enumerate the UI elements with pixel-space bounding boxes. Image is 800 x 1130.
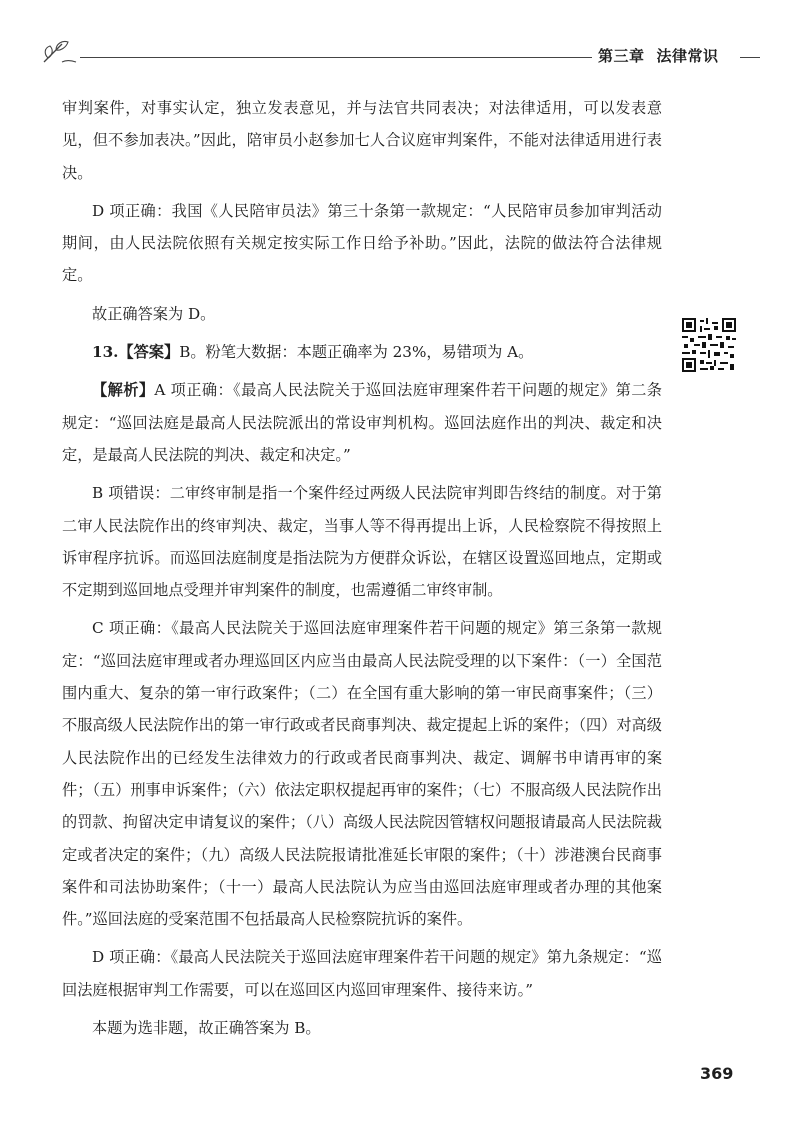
chapter-section: 法律常识: [656, 47, 719, 65]
paragraph: D 项正确：《最高人民法院关于巡回法庭审理案件若干问题的规定》第九条规定：“巡回法庭根据审判工作需要，可以在巡回区内巡回审理案件、接待来访。”: [62, 948, 662, 999]
answer-paragraph: [62, 336, 662, 368]
page-header: [40, 36, 760, 76]
page-number: 369: [700, 1064, 734, 1083]
chapter-number: 第三章: [598, 47, 645, 65]
header-rule-left: [80, 57, 610, 58]
analysis-paragraph: [62, 374, 662, 471]
qr-code-icon[interactable]: [682, 318, 736, 372]
answer-text: B。粉笔大数据：本题正确率为 23%，易错项为 A。: [179, 343, 534, 362]
paragraph: 审判案件，对事实认定，独立发表意见，并与法官共同表决；对法律适用，可以发表意见，但不参加表决。”因此，陪审员小赵参加七人合议庭审判案件，不能对法律适用进行表决。: [62, 99, 662, 182]
answer-label: 13.【答案】: [92, 343, 180, 362]
paragraph: D 项正确：我国《人民陪审员法》第三十条第一款规定：“人民陪审员参加审判活动期间，由人民法院依照有关规定按实际工作日给予补助。”因此，法院的做法符合法律规定。: [62, 201, 662, 285]
chapter-title: [592, 45, 754, 66]
leaf-icon: [40, 36, 80, 68]
paragraph: B 项错误：二审终审制是指一个案件经过两级人民法院审判即告终结的制度。对于第二审人民法院作出的终审判决、裁定，当事人等不得再提出上诉，人民检察院不得按照上诉审程序抗诉。而巡回法庭制度是指法院为方便群众诉讼，在辖区设置巡回地点，定期或不定期到巡回地点受理并审判案件的制度，也需遵循二审终审制。: [62, 484, 662, 600]
paragraph: C 项正确：《最高人民法院关于巡回法庭审理案件若干问题的规定》第三条第一款规定：“巡回法庭审理或者办理巡回区内应当由最高人民法院受理的以下案件：（一）全国范围内重大、复杂的第一审行政案件；（二）在全国有重大影响的第一审民商事案件；（三）不服高级人民法院作出的第一审行政或者民商事判决、裁定提起上诉的案件；（四）对高级人民法院作出的已经发生法律效力的行政或者民商事判决、裁定、调解书申请再审的案件；（五）刑事申诉案件；（六）依法定职权提起再审的案件；（七）不服高级人民法院作出的罚款、拘留决定申请复议的案件；（八）高级人民法院因管辖权问题报请最高人民法院裁定或者决定的案件；（九）高级人民法院报请批准延长审限的案件；（十）涉港澳台民商事案件和司法协助案件；（十一）最高人民法院认为应当由巡回法庭审理或者办理的其他案件。”巡回法庭的受案范围不包括最高人民检察院抗诉的案件。: [62, 619, 662, 929]
paragraph: 故正确答案为 D。: [92, 304, 216, 323]
analysis-text: A 项正确：《最高人民法院关于巡回法庭审理案件若干问题的规定》第二条规定：“巡回法庭是最高人民法院派出的常设审判机构。巡回法庭作出的判决、裁定和决定，是最高人民法院的判决、裁定和决定。”: [62, 381, 662, 464]
paragraph: 本题为选非题，故正确答案为 B。: [92, 1019, 321, 1038]
analysis-label: 【解析】: [92, 381, 155, 400]
header-rule-right: [740, 57, 760, 58]
page-body: [62, 92, 662, 1050]
